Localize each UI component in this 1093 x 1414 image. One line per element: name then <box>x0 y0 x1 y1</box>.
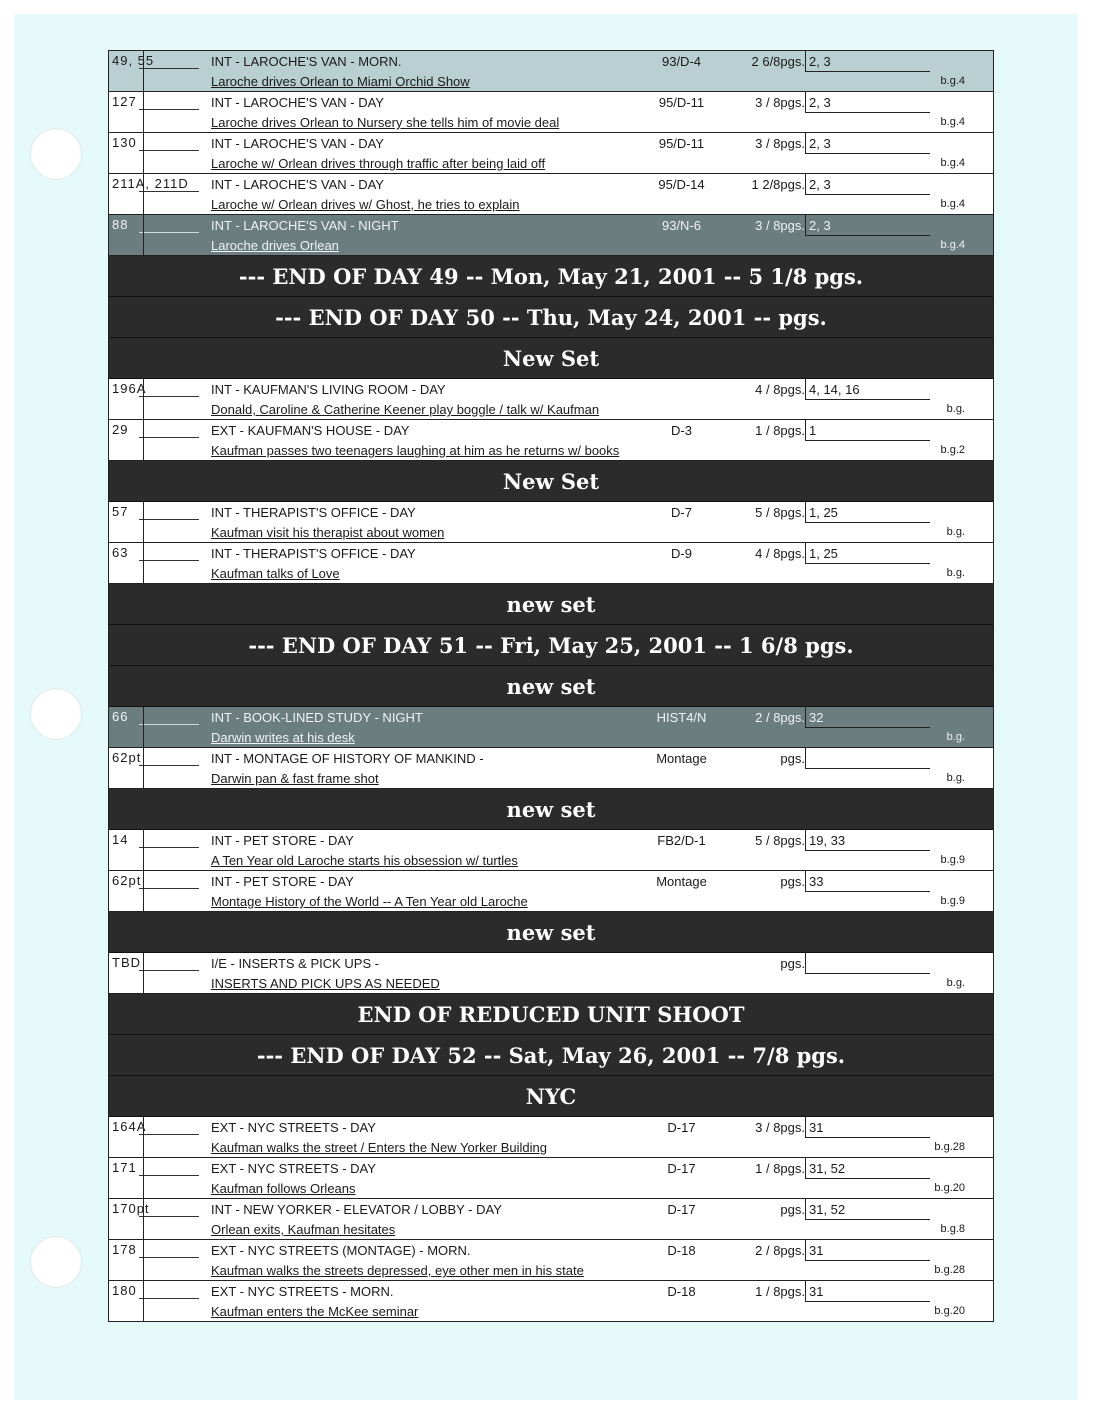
script-day: 93/D-4 <box>661 54 702 69</box>
script-day: HIST4/N <box>656 710 707 725</box>
scene-number-underline <box>139 396 199 397</box>
cast-ids: 2, 3 <box>809 136 831 151</box>
scene-strip <box>109 1240 993 1281</box>
scene-strip <box>109 1117 993 1158</box>
scene-heading: INT - NEW YORKER - ELEVATOR / LOBBY - DAY <box>211 1202 502 1217</box>
scene-number-underline <box>139 765 199 766</box>
scene-description: Donald, Caroline & Catherine Keener play boggle / talk w/ Kaufman <box>211 402 600 417</box>
background-count: b.g.20 <box>934 1182 965 1194</box>
page-count: 4 / 8pgs. <box>755 382 805 397</box>
page-count: pgs. <box>780 1202 805 1217</box>
scene-number: 196A <box>112 381 147 396</box>
scene-description: Kaufman walks the streets depressed, eye other men in his state <box>211 1263 584 1278</box>
scene-strip <box>109 51 993 92</box>
background-count: b.g.4 <box>940 75 965 87</box>
background-count: b.g. <box>946 567 965 579</box>
day-break-banner: END OF REDUCED UNIT SHOOT <box>109 994 993 1035</box>
scene-strip <box>109 420 993 461</box>
scene-column-divider <box>143 1281 144 1321</box>
scene-column-divider <box>143 51 144 91</box>
scene-number: 130 <box>112 135 137 150</box>
day-break-banner: new set <box>109 584 993 625</box>
scene-number: 29 <box>112 422 129 437</box>
page-count: 1 / 8pgs. <box>755 1161 805 1176</box>
scene-strip <box>109 215 993 256</box>
background-count: b.g. <box>946 403 965 415</box>
page-count: 3 / 8pgs. <box>755 1120 805 1135</box>
scene-strip <box>109 543 993 584</box>
scene-number-underline <box>139 1134 199 1135</box>
scene-heading: EXT - NYC STREETS - MORN. <box>211 1284 394 1299</box>
background-count: b.g.4 <box>940 198 965 210</box>
scene-number-underline <box>139 68 199 69</box>
scene-number-underline <box>139 1257 199 1258</box>
script-day: D-3 <box>671 423 692 438</box>
script-day: D-17 <box>667 1161 696 1176</box>
scene-description: Laroche drives Orlean <box>211 238 339 253</box>
cast-ids: 33 <box>809 874 824 889</box>
scene-heading: INT - PET STORE - DAY <box>211 833 354 848</box>
scene-number-underline <box>139 232 199 233</box>
scene-strip <box>109 871 993 912</box>
scene-strip <box>109 707 993 748</box>
script-day: Montage <box>656 751 707 766</box>
scene-number: 127 <box>112 94 137 109</box>
cast-box <box>805 420 930 441</box>
scene-strip <box>109 953 993 994</box>
shooting-schedule-strip-board <box>108 50 994 1322</box>
binder-hole-middle <box>30 688 82 740</box>
day-break-banner: --- END OF DAY 50 -- Thu, May 24, 2001 -- pgs. <box>109 297 993 338</box>
scene-description: A Ten Year old Laroche starts his obsession w/ turtles <box>211 853 518 868</box>
scene-description: Montage History of the World -- A Ten Year old Laroche <box>211 894 528 909</box>
cast-box <box>805 707 930 728</box>
script-day: D-18 <box>667 1284 696 1299</box>
page-count: 3 / 8pgs. <box>755 95 805 110</box>
scene-number-underline <box>139 191 199 192</box>
day-break-banner: NYC <box>109 1076 993 1117</box>
scene-description: INSERTS AND PICK UPS AS NEEDED <box>211 976 440 991</box>
scene-number-underline <box>139 970 199 971</box>
scene-number: 49, 55 <box>112 53 155 68</box>
script-day: D-7 <box>671 505 692 520</box>
cast-ids: 31, 52 <box>809 1202 846 1217</box>
scene-number: 62pt <box>112 873 142 888</box>
scene-heading: I/E - INSERTS & PICK UPS - <box>211 956 380 971</box>
scene-column-divider <box>143 215 144 255</box>
scene-description: Kaufman follows Orleans <box>211 1181 356 1196</box>
scene-number-underline <box>139 847 199 848</box>
background-count: b.g. <box>946 772 965 784</box>
cast-box <box>805 953 930 974</box>
script-day: D-18 <box>667 1243 696 1258</box>
scene-column-divider <box>143 92 144 132</box>
script-day: D-17 <box>667 1120 696 1135</box>
scene-heading: INT - THERAPIST'S OFFICE - DAY <box>211 505 416 520</box>
script-day: D-17 <box>667 1202 696 1217</box>
scene-heading: INT - PET STORE - DAY <box>211 874 354 889</box>
cast-ids: 31 <box>809 1284 824 1299</box>
script-day: 95/D-14 <box>658 177 705 192</box>
page-count: 3 / 8pgs. <box>755 136 805 151</box>
scene-number: 14 <box>112 832 129 847</box>
cast-ids: 31 <box>809 1243 824 1258</box>
scene-heading: INT - LAROCHE'S VAN - NIGHT <box>211 218 399 233</box>
background-count: b.g.9 <box>940 895 965 907</box>
scene-number-underline <box>139 888 199 889</box>
background-count: b.g.4 <box>940 157 965 169</box>
scene-number-underline <box>139 109 199 110</box>
scene-number-underline <box>139 437 199 438</box>
scene-strip <box>109 748 993 789</box>
scene-column-divider <box>143 420 144 460</box>
scene-column-divider <box>143 379 144 419</box>
background-count: b.g.2 <box>940 444 965 456</box>
script-day: 95/D-11 <box>658 136 705 151</box>
scene-description: Laroche drives Orlean to Miami Orchid Show <box>211 74 470 89</box>
scene-number: 171 <box>112 1160 137 1175</box>
scene-column-divider <box>143 871 144 911</box>
scene-number-underline <box>139 1216 199 1217</box>
scene-number: 57 <box>112 504 129 519</box>
page-count: 5 / 8pgs. <box>755 505 805 520</box>
cast-box <box>805 748 930 769</box>
scene-number-underline <box>139 519 199 520</box>
scene-column-divider <box>143 1117 144 1157</box>
scene-description: Laroche w/ Orlean drives through traffic after being laid off <box>211 156 546 171</box>
scene-strip <box>109 92 993 133</box>
background-count: b.g. <box>946 977 965 989</box>
day-break-banner: new set <box>109 666 993 707</box>
scene-heading: EXT - KAUFMAN'S HOUSE - DAY <box>211 423 410 438</box>
scene-heading: EXT - NYC STREETS - DAY <box>211 1120 376 1135</box>
scene-heading: INT - BOOK-LINED STUDY - NIGHT <box>211 710 423 725</box>
day-break-banner: new set <box>109 789 993 830</box>
scene-strip <box>109 133 993 174</box>
page-count: 2 / 8pgs. <box>755 710 805 725</box>
script-day: D-9 <box>671 546 692 561</box>
scene-column-divider <box>143 1240 144 1280</box>
scene-description: Laroche drives Orlean to Nursery she tells him of movie deal <box>211 115 560 130</box>
scene-heading: INT - LAROCHE'S VAN - DAY <box>211 177 384 192</box>
background-count: b.g. <box>946 526 965 538</box>
scene-number-underline <box>139 1298 199 1299</box>
cast-ids: 1, 25 <box>809 505 838 520</box>
page-count: pgs. <box>780 956 805 971</box>
scene-number: 180 <box>112 1283 137 1298</box>
scene-heading: EXT - NYC STREETS - DAY <box>211 1161 376 1176</box>
scene-number: 66 <box>112 709 129 724</box>
cast-ids: 4, 14, 16 <box>809 382 860 397</box>
scene-description: Orlean exits, Kaufman hesitates <box>211 1222 396 1237</box>
scene-number: 62pt <box>112 750 142 765</box>
scene-description: Kaufman passes two teenagers laughing at him as he returns w/ books <box>211 443 620 458</box>
page-count: pgs. <box>780 874 805 889</box>
cast-box <box>805 1117 930 1138</box>
scene-strip <box>109 379 993 420</box>
scene-number: 88 <box>112 217 129 232</box>
page-count: 4 / 8pgs. <box>755 546 805 561</box>
page-count: 5 / 8pgs. <box>755 833 805 848</box>
script-day: 93/N-6 <box>661 218 702 233</box>
cast-ids: 2, 3 <box>809 218 831 233</box>
scene-column-divider <box>143 1199 144 1239</box>
background-count: b.g. <box>946 731 965 743</box>
background-count: b.g.8 <box>940 1223 965 1235</box>
scene-heading: INT - LAROCHE'S VAN - DAY <box>211 136 384 151</box>
page-count: 1 / 8pgs. <box>755 423 805 438</box>
day-break-banner: New Set <box>109 461 993 502</box>
cast-box <box>805 1240 930 1261</box>
scene-column-divider <box>143 133 144 173</box>
scene-number: 211A, 211D <box>112 176 189 191</box>
page-count: 3 / 8pgs. <box>755 218 805 233</box>
background-count: b.g.28 <box>934 1141 965 1153</box>
day-break-banner: --- END OF DAY 49 -- Mon, May 21, 2001 -- 5 1/8 pgs. <box>109 256 993 297</box>
scene-heading: INT - MONTAGE OF HISTORY OF MANKIND - <box>211 751 484 766</box>
cast-box <box>805 871 930 892</box>
scene-number: 178 <box>112 1242 137 1257</box>
scene-number-underline <box>139 1175 199 1176</box>
scene-strip <box>109 1199 993 1240</box>
day-break-banner: New Set <box>109 338 993 379</box>
scene-number-underline <box>139 150 199 151</box>
background-count: b.g.4 <box>940 239 965 251</box>
scene-heading: EXT - NYC STREETS (MONTAGE) - MORN. <box>211 1243 471 1258</box>
scene-column-divider <box>143 830 144 870</box>
scene-number: TBD <box>112 955 141 970</box>
background-count: b.g.20 <box>934 1305 965 1317</box>
scene-number-underline <box>139 560 199 561</box>
scene-description: Kaufman enters the McKee seminar <box>211 1304 419 1319</box>
scene-column-divider <box>143 748 144 788</box>
cast-ids: 32 <box>809 710 824 725</box>
scene-description: Kaufman talks of Love <box>211 566 340 581</box>
cast-ids: 2, 3 <box>809 177 831 192</box>
scene-description: Darwin writes at his desk <box>211 730 355 745</box>
scene-number: 63 <box>112 545 129 560</box>
scene-description: Darwin pan & fast frame shot <box>211 771 379 786</box>
scene-column-divider <box>143 707 144 747</box>
scene-strip <box>109 502 993 543</box>
cast-ids: 1, 25 <box>809 546 838 561</box>
scene-column-divider <box>143 174 144 214</box>
cast-ids: 2, 3 <box>809 95 831 110</box>
scene-heading: INT - KAUFMAN'S LIVING ROOM - DAY <box>211 382 446 397</box>
binder-hole-bottom <box>30 1236 82 1288</box>
scene-description: Kaufman walks the street / Enters the New Yorker Building <box>211 1140 548 1155</box>
cast-ids: 31 <box>809 1120 824 1135</box>
page-count: 2 / 8pgs. <box>755 1243 805 1258</box>
scene-description: Kaufman visit his therapist about women <box>211 525 445 540</box>
script-day: 95/D-11 <box>658 95 705 110</box>
scene-column-divider <box>143 953 144 993</box>
scene-strip <box>109 1158 993 1199</box>
scene-heading: INT - THERAPIST'S OFFICE - DAY <box>211 546 416 561</box>
cast-ids: 2, 3 <box>809 54 831 69</box>
page-count: 1 / 8pgs. <box>755 1284 805 1299</box>
scene-heading: INT - LAROCHE'S VAN - MORN. <box>211 54 402 69</box>
page-count: 2 6/8pgs. <box>751 54 805 69</box>
scene-number-underline <box>139 724 199 725</box>
background-count: b.g.9 <box>940 854 965 866</box>
script-day: Montage <box>656 874 707 889</box>
page-count: 1 2/8pgs. <box>751 177 805 192</box>
scene-description: Laroche w/ Orlean drives w/ Ghost, he tries to explain <box>211 197 520 212</box>
cast-ids: 1 <box>809 423 817 438</box>
scene-strip <box>109 174 993 215</box>
day-break-banner: --- END OF DAY 52 -- Sat, May 26, 2001 -- 7/8 pgs. <box>109 1035 993 1076</box>
scene-column-divider <box>143 543 144 583</box>
cast-ids: 31, 52 <box>809 1161 846 1176</box>
script-day: FB2/D-1 <box>657 833 706 848</box>
scene-number: 170pt <box>112 1201 150 1216</box>
scene-column-divider <box>143 502 144 542</box>
page-count: pgs. <box>780 751 805 766</box>
cast-ids: 19, 33 <box>809 833 846 848</box>
scene-number: 164A <box>112 1119 147 1134</box>
scene-strip <box>109 1281 993 1322</box>
cast-box <box>805 1281 930 1302</box>
day-break-banner: new set <box>109 912 993 953</box>
scene-column-divider <box>143 1158 144 1198</box>
scene-heading: INT - LAROCHE'S VAN - DAY <box>211 95 384 110</box>
binder-hole-top <box>30 128 82 180</box>
scene-strip <box>109 830 993 871</box>
background-count: b.g.28 <box>934 1264 965 1276</box>
day-break-banner: --- END OF DAY 51 -- Fri, May 25, 2001 -- 1 6/8 pgs. <box>109 625 993 666</box>
background-count: b.g.4 <box>940 116 965 128</box>
